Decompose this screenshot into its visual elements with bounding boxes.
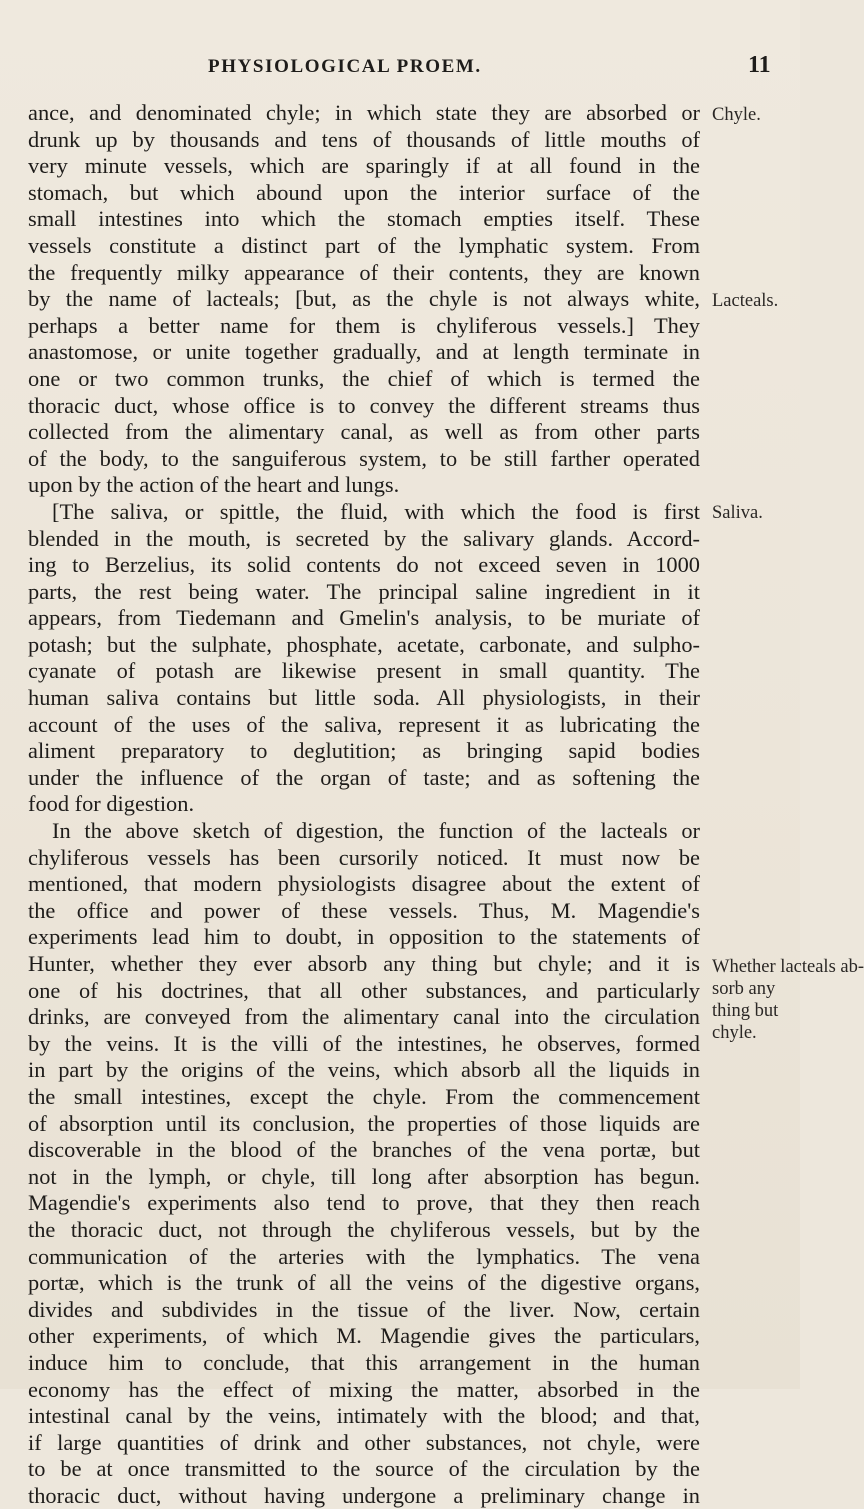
margin-note-whether-4: chyle. [712,1023,757,1043]
text-line: intestinal canal by the veins, intimately with the blood; and that, [28,1403,700,1429]
margin-note-whether-2: sorb any [712,979,776,999]
text-line: drunk up by thousands and tens of thousands of little mouths of [28,126,700,152]
text-line: one or two common trunks, the chief of which is termed the [28,365,700,391]
text-line: account of the uses of the saliva, represent it as lubricating the [28,711,700,737]
text-line: [The saliva, or spittle, the fluid, with which the food is first [52,498,700,524]
margin-note-saliva: Saliva. [712,503,763,523]
text-line: cyanate of potash are likewise present in small quantity. The [28,658,700,684]
text-line: induce him to conclude, that this arrangement in the human [28,1349,700,1375]
text-line: to be at once transmitted to the source of the circulation by the [28,1456,700,1482]
text-line: of the body, to the sanguiferous system, to be still farther operated [28,445,700,471]
text-line: collected from the alimentary canal, as well as from other parts [28,419,700,445]
text-line: perhaps a better name for them is chyliferous vessels.] They [28,312,700,338]
text-line: drinks, are conveyed from the alimentary canal into the circulation [28,1004,700,1030]
text-line: discoverable in the blood of the branches of the vena portæ, but [28,1137,700,1163]
text-line: the thoracic duct, not through the chyliferous vessels, but by the [28,1216,700,1242]
text-line: blended in the mouth, is secreted by the salivary glands. Accord- [28,525,700,551]
text-line: ance, and denominated chyle; in which state they are absorbed or [28,100,700,125]
text-line: experiments lead him to doubt, in opposition to the statements of [28,924,700,950]
text-line: small intestines into which the stomach empties itself. These [28,206,700,232]
margin-note-lacteals: Lacteals. [712,291,779,311]
text-line: Hunter, whether they ever absorb any thing but chyle; and it is [28,951,700,976]
text-line: one of his doctrines, that all other substances, and particularly [28,977,700,1003]
text-line: food for digestion. [28,791,195,817]
text-line: communication of the arteries with the lymphatics. The vena [28,1243,700,1269]
text-line: divides and subdivides in the tissue of the liver. Now, certain [28,1296,700,1322]
body-text [28,100,700,1509]
margin-note-whether-1: Whether lacteals ab- [712,957,864,977]
running-head: PHYSIOLOGICAL PROEM. [208,56,482,77]
text-line: portæ, which is the trunk of all the veins of the digestive organs, [28,1270,700,1296]
text-line: vessels constitute a distinct part of the lymphatic system. From [28,232,700,258]
margin-note-whether-3: thing but [712,1001,779,1021]
text-line: stomach, but which abound upon the interior surface of the [28,179,700,205]
text-line: anastomose, or unite together gradually, and at length terminate in [28,339,700,365]
text-line: the office and power of these vessels. Thus, M. Magendie's [28,897,700,923]
text-line: the frequently milky appearance of their contents, they are known [28,259,700,285]
text-line: of absorption until its conclusion, the properties of those liquids are [28,1110,700,1136]
text-line: upon by the action of the heart and lungs. [28,472,400,498]
text-line: In the above sketch of digestion, the function of the lacteals or [52,818,700,844]
text-line: very minute vessels, which are sparingly if at all found in the [28,153,700,179]
text-line: if large quantities of drink and other substances, not chyle, were [28,1429,700,1455]
page-number: 11 [748,52,771,78]
text-line: Magendie's experiments also tend to prove, that they then reach [28,1190,700,1216]
text-line: other experiments, of which M. Magendie gives the particulars, [28,1323,700,1349]
text-line: in part by the origins of the veins, which absorb all the liquids in [28,1057,700,1083]
margin-note-chyle: Chyle. [712,105,761,125]
text-line: mentioned, that modern physiologists disagree about the extent of [28,871,700,897]
text-line: not in the lymph, or chyle, till long after absorption has begun. [28,1163,700,1189]
text-line: chyliferous vessels has been cursorily noticed. It must now be [28,844,700,870]
text-line: human saliva contains but little soda. All physiologists, in their [28,685,700,711]
text-line: by the name of lacteals; [but, as the chyle is not always white, [28,286,700,312]
text-line: economy has the effect of mixing the matter, absorbed in the [28,1376,700,1402]
text-line: under the influence of the organ of taste; and as softening the [28,764,700,790]
text-line: by the veins. It is the villi of the intestines, he observes, formed [28,1030,700,1056]
text-line: appears, from Tiedemann and Gmelin's analysis, to be muriate of [28,605,700,631]
text-line: the small intestines, except the chyle. From the commencement [28,1083,700,1109]
text-line: parts, the rest being water. The principal saline ingredient in it [28,578,700,604]
text-line: ing to Berzelius, its solid contents do not exceed seven in 1000 [28,552,700,578]
text-line: potash; but the sulphate, phosphate, acetate, carbonate, and sulpho- [28,631,700,657]
text-line: thoracic duct, whose office is to convey the different streams thus [28,392,700,418]
text-line: aliment preparatory to deglutition; as bringing sapid bodies [28,738,700,764]
text-line: thoracic duct, without having undergone a preliminary change in [28,1482,700,1508]
